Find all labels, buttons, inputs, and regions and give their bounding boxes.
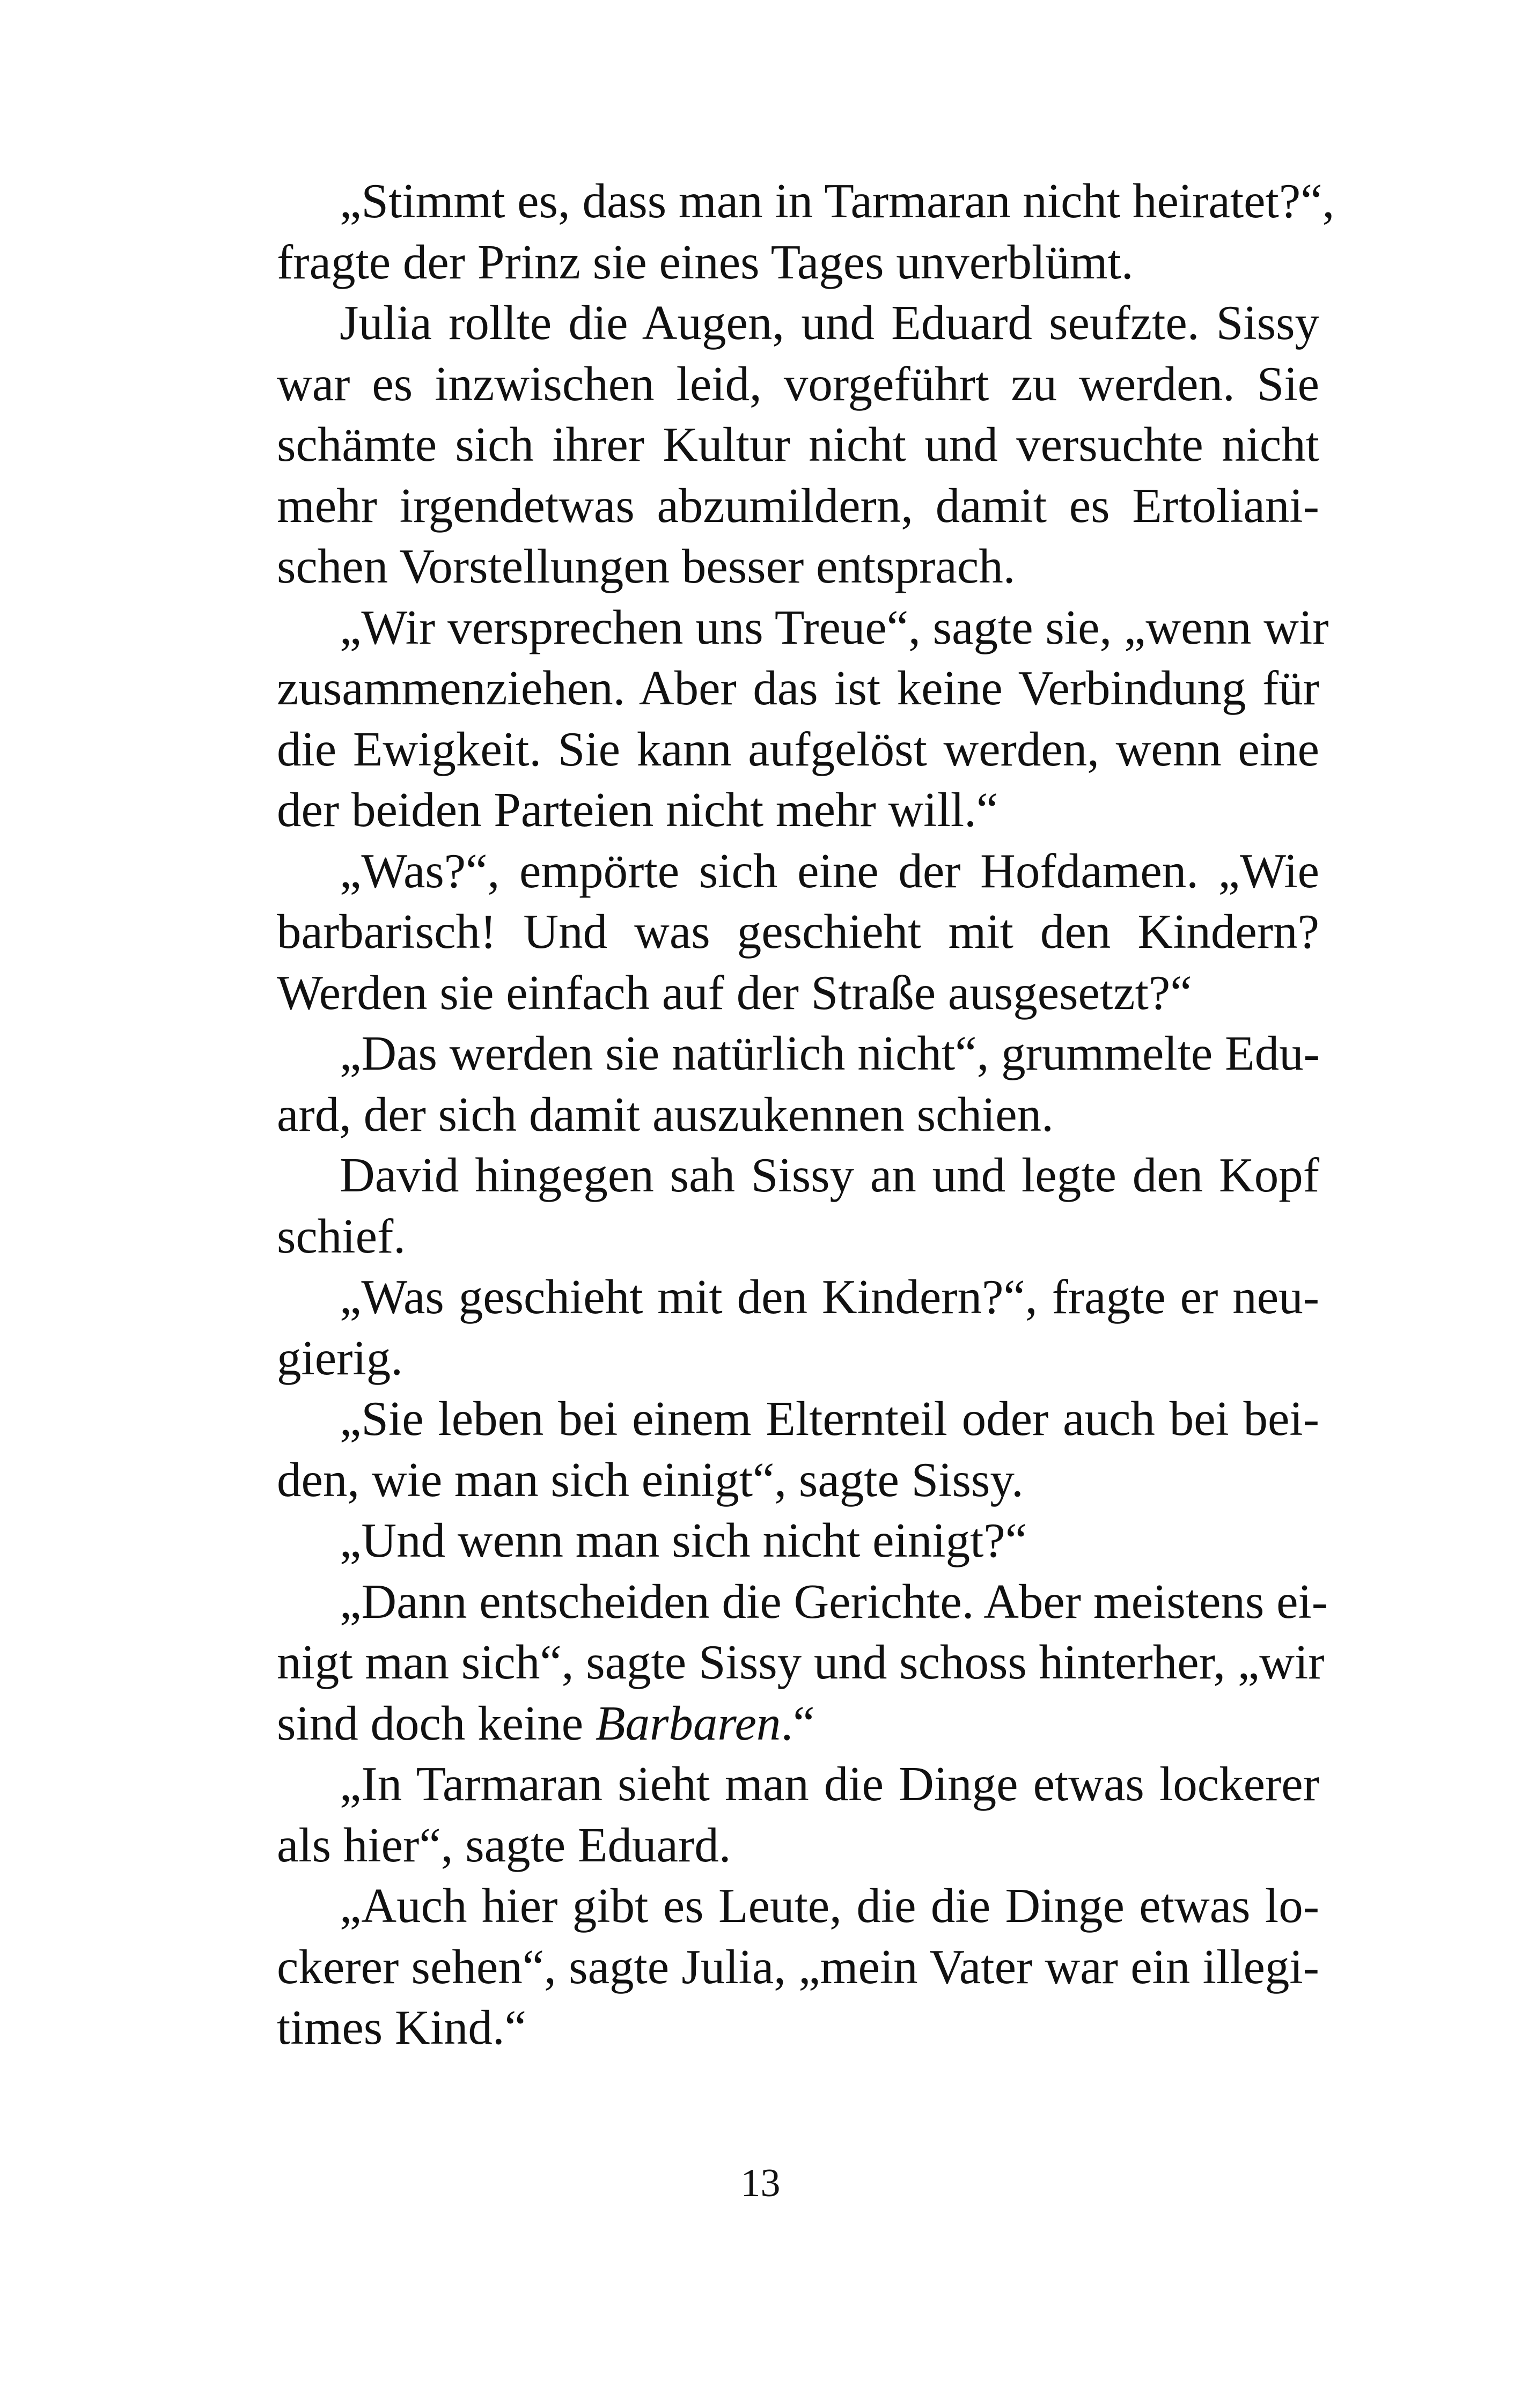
text-line: der beiden Parteien nicht mehr will.“ (277, 783, 998, 837)
text-line: Werden sie einfach auf der Straße ausgesetzt?“ (277, 965, 1192, 1020)
text-line: „Was?“, empörte sich eine der Hofdamen. „Wie (340, 843, 1319, 898)
text-line: „Wir versprechen uns Treue“, sagte sie, „wenn wir (340, 600, 1329, 654)
text-line: schief. (277, 1209, 406, 1263)
text-line: „Und wenn man sich nicht einigt?“ (340, 1513, 1027, 1567)
text-line: zusammenziehen. Aber das ist keine Verbindung für (277, 661, 1319, 715)
text-line: nigt man sich“, sagte Sissy und schoss hinterher, „wir (277, 1635, 1325, 1689)
text-line: Julia rollte die Augen, und Eduard seufzte. Sissy (340, 296, 1319, 350)
text-line: ard, der sich damit auszukennen schien. (277, 1087, 1054, 1142)
text-line: barbarisch! Und was geschieht mit den Kindern? (277, 904, 1319, 959)
text-line: mehr irgendetwas abzumildern, damit es Ertoliani- (277, 478, 1319, 533)
text-line: „Stimmt es, dass man in Tarmaran nicht heiratet?“, (340, 174, 1335, 228)
body-text (277, 171, 1335, 2058)
text-line: die Ewigkeit. Sie kann aufgelöst werden, wenn eine (277, 721, 1319, 776)
italic-word: Barbaren (595, 1696, 781, 1750)
text-line: war es inzwischen leid, vorgeführt zu werden. Sie (277, 356, 1319, 411)
text-line: „Was geschieht mit den Kindern?“, fragte er neu- (340, 1270, 1319, 1324)
text-line: „Sie leben bei einem Elternteil oder auch bei bei- (340, 1391, 1319, 1446)
text-line: times Kind.“ (277, 2000, 527, 2054)
text-line: den, wie man sich einigt“, sagte Sissy. (277, 1452, 1024, 1507)
text-line: ckerer sehen“, sagte Julia, „mein Vater war ein illegi- (277, 1939, 1319, 1994)
text-line: gierig. (277, 1330, 403, 1385)
text-line: „Dann entscheiden die Gerichte. Aber meistens ei- (340, 1574, 1328, 1629)
text-line: „In Tarmaran sieht man die Dinge etwas lockerer (340, 1757, 1319, 1811)
text-line: David hingegen sah Sissy an und legte den Kopf (340, 1148, 1319, 1202)
text-line: als hier“, sagte Eduard. (277, 1817, 731, 1872)
page-number: 13 (740, 2161, 781, 2205)
text-line: schämte sich ihrer Kultur nicht und versuchte nicht (277, 417, 1319, 472)
text-line: „Auch hier gibt es Leute, die die Dinge etwas lo- (340, 1879, 1319, 1933)
text-line-with-emphasis (277, 1693, 1319, 1754)
text-segment: sind doch keine (277, 1696, 596, 1750)
text-line: fragte der Prinz sie eines Tages unverblümt. (277, 234, 1134, 289)
text-line: „Das werden sie natürlich nicht“, grummelte Edu- (340, 1026, 1320, 1080)
text-line: schen Vorstellungen besser entsprach. (277, 539, 1016, 593)
text-segment: .“ (781, 1696, 815, 1750)
